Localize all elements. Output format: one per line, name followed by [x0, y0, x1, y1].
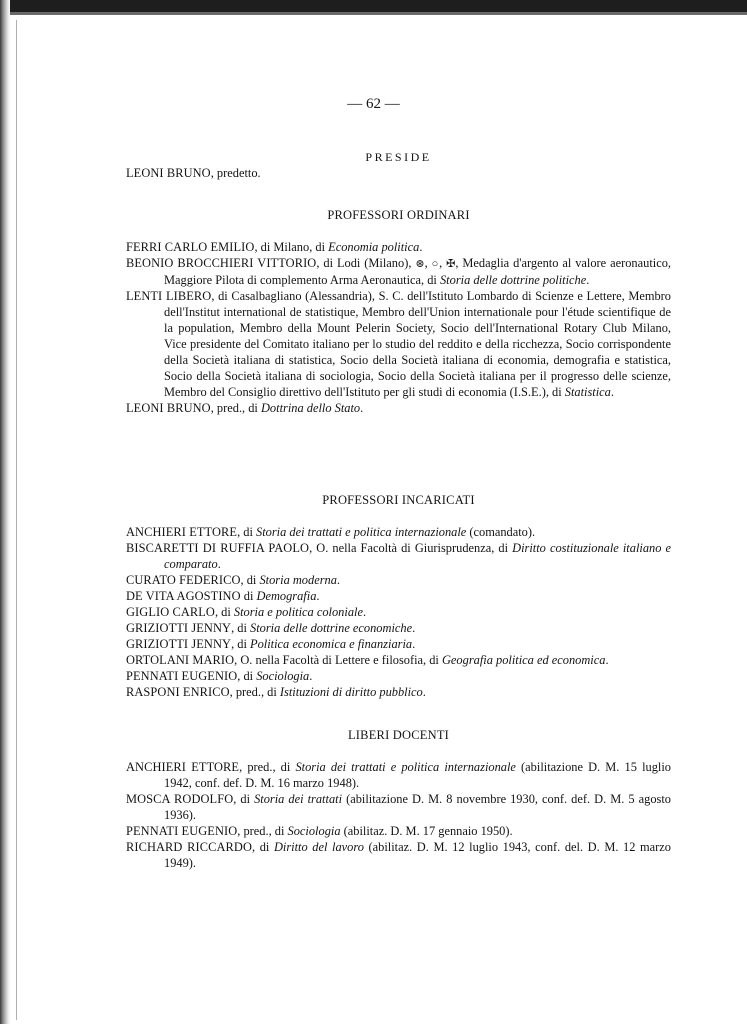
list-item: DE VITA AGOSTINO di Demografia.: [126, 589, 320, 603]
heading-preside: PRESIDE: [365, 150, 432, 164]
list-item: BISCARETTI DI RUFFIA PAOLO, O. nella Facoltà di Giurisprudenza, di Diritto costituzionale italiano e comparato.: [126, 541, 671, 571]
list-item: GRIZIOTTI JENNY, di Politica economica e finanziaria.: [126, 637, 416, 651]
heading-liberi-docenti: LIBERI DOCENTI: [347, 728, 450, 742]
list-item: MOSCA RODOLFO, di Storia dei trattati (abilitazione D. M. 8 novembre 1930, conf. def. D. M. 5 agosto 1936).: [126, 792, 671, 822]
heading-professori-incaricati: PROFESSORI INCARICATI: [322, 493, 475, 507]
circle-icon: ○: [431, 258, 440, 270]
medal-icon: ⊛: [415, 258, 425, 270]
list-item: LEONI BRUNO, pred., di Dottrina dello Stato.: [126, 401, 364, 415]
ordinari-section: [126, 239, 671, 416]
scan-top-shadow: [0, 12, 747, 15]
list-item: RICHARD RICCARDO, di Diritto del lavoro (abilitaz. D. M. 12 luglio 1943, conf. del. D. M. 12 marzo 1949).: [126, 840, 671, 870]
incaricati-section: [126, 524, 671, 700]
list-item: PENNATI EUGENIO, pred., di Sociologia (abilitaz. D. M. 17 gennaio 1950).: [126, 824, 513, 838]
list-item: ORTOLANI MARIO, O. nella Facoltà di Lettere e filosofia, di Geografia politica ed economica.: [126, 653, 609, 667]
list-item: FERRI CARLO EMILIO, di Milano, di Economia politica.: [126, 240, 423, 254]
scan-top-border: [0, 0, 747, 12]
list-item: LENTI LIBERO, di Casalbagliano (Alessandria), S. C. dell'Istituto Lombardo di Scienze e Lettere, Membro dell'Institut international de statistique, Membro dell'Union internationale pour l'étude scientifique de la population, Membro della Mount Pelerin Society, Socio dell'International Rotary Club Milano, Vice presidente del Comitato italiano per lo studio del reddito e della ricchezza, Socio corrispondente della Società italiana di statistica, Socio della Società italiana di economia, demografia e statistica, Socio della Società italiana di sociologia, Socio della Società italiana per il progresso delle scienze, Membro del Consiglio direttivo dell'Istituto per gli studi di economia (I.S.E.), di Statistica.: [126, 289, 671, 399]
list-item: BEONIO BROCCHIERI VITTORIO, di Lodi (Milano), ⊛, ○, ✠, Medaglia d'argento al valore aeronautico, Maggiore Pilota di complemento Arma Aeronautica, di Storia delle dottrine politiche.: [126, 256, 671, 287]
list-item: CURATO FEDERICO, di Storia moderna.: [126, 573, 341, 587]
list-item: RASPONI ENRICO, pred., di Istituzioni di diritto pubblico.: [126, 685, 426, 699]
heading-professori-ordinari: PROFESSORI ORDINARI: [327, 208, 470, 222]
list-item: LEONI BRUNO, predetto.: [126, 166, 261, 180]
docenti-section: [126, 759, 671, 871]
list-item: PENNATI EUGENIO, di Sociologia.: [126, 669, 313, 683]
list-item: ANCHIERI ETTORE, di Storia dei trattati e politica internazionale (comandato).: [126, 525, 536, 539]
list-item: GRIZIOTTI JENNY, di Storia delle dottrine economiche.: [126, 621, 416, 635]
preside-section: [126, 165, 671, 181]
scan-left-line: [16, 20, 17, 1020]
page-number: — 62 —: [347, 96, 400, 112]
list-item: ANCHIERI ETTORE, pred., di Storia dei trattati e politica internazionale (abilitazione D. M. 15 luglio 1942, conf. def. D. M. 16 marzo 1948).: [126, 760, 671, 790]
cross-icon: ✠: [446, 258, 456, 270]
list-item: GIGLIO CARLO, di Storia e politica coloniale.: [126, 605, 367, 619]
